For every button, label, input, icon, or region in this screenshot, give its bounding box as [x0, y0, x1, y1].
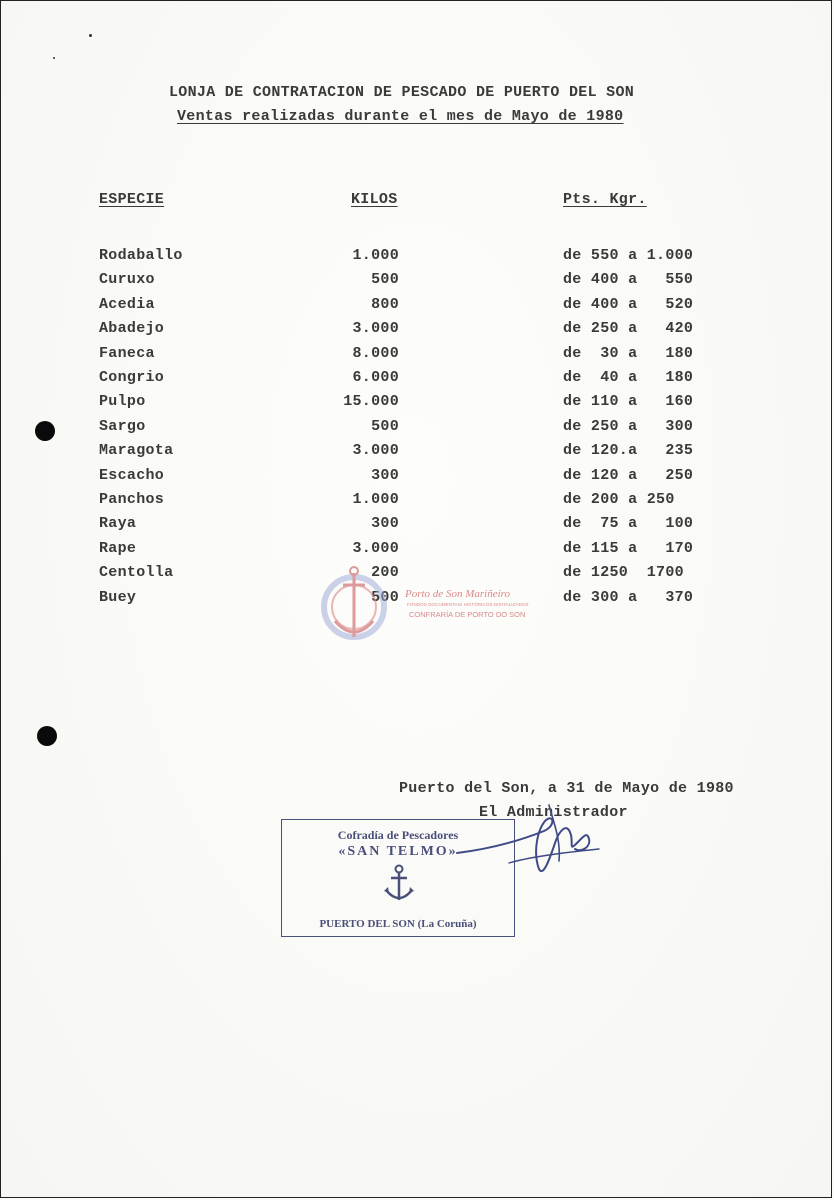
row-price-range: de 400 a 520	[563, 296, 694, 313]
administrator-signature	[449, 791, 609, 881]
row-kilos: 300	[371, 467, 399, 484]
watermark-script-text: Porto de Son Mariñeiro	[405, 588, 510, 600]
row-species: Curuxo	[99, 271, 155, 288]
header-kilos: KILOS	[351, 191, 398, 208]
row-species: Congrio	[99, 369, 165, 386]
row-price-range: de 250 a 300	[563, 418, 694, 435]
row-kilos: 200	[371, 564, 399, 581]
place-date: Puerto del Son, a 31 de Mayo de 1980	[399, 780, 734, 797]
row-kilos: 500	[371, 418, 399, 435]
row-species: Rodaballo	[99, 247, 183, 264]
punch-hole-upper	[35, 421, 55, 441]
row-kilos: 800	[371, 296, 399, 313]
row-price-range: de 110 a 160	[563, 393, 694, 410]
signatory: El Administrador	[479, 804, 628, 821]
row-species: Panchos	[99, 491, 165, 508]
stamp-line-3: PUERTO DEL SON (La Coruña)	[319, 918, 477, 930]
row-price-range: de 550 a 1.000	[563, 247, 694, 264]
row-price-range: de 400 a 550	[563, 271, 694, 288]
row-species: Pulpo	[99, 393, 146, 410]
header-species: ESPECIE	[99, 191, 165, 208]
row-species: Escacho	[99, 467, 165, 484]
row-kilos: 500	[371, 589, 399, 606]
row-species: Rape	[99, 540, 137, 557]
row-price-range: de 75 a 100	[563, 515, 694, 532]
row-species: Raya	[99, 515, 137, 532]
row-price-range: de 1250 1700	[563, 564, 684, 581]
row-species: Faneca	[99, 345, 155, 362]
row-kilos: 1.000	[352, 491, 399, 508]
row-kilos: 15.000	[343, 393, 399, 410]
row-price-range: de 40 a 180	[563, 369, 694, 386]
row-species: Maragota	[99, 442, 174, 459]
row-price-range: de 250 a 420	[563, 320, 694, 337]
row-kilos: 8.000	[352, 345, 399, 362]
watermark-small-text: FONDOS DOCUMENTAIS HISTÓRICOS DIXITALIZADOS	[407, 602, 529, 607]
row-species: Sargo	[99, 418, 146, 435]
row-species: Acedia	[99, 296, 155, 313]
document-title: LONJA DE CONTRATACION DE PESCADO DE PUERTO DEL SON	[169, 84, 635, 101]
row-kilos: 1.000	[352, 247, 399, 264]
document-subtitle: Ventas realizadas durante el mes de Mayo de 1980	[177, 108, 624, 125]
row-price-range: de 200 a 250	[563, 491, 675, 508]
row-price-range: de 30 a 180	[563, 345, 694, 362]
stamp-line-2: «SAN TELMO»	[338, 844, 458, 859]
speck	[53, 57, 55, 59]
anchor-icon	[383, 864, 415, 904]
row-price-range: de 300 a 370	[563, 589, 694, 606]
row-kilos: 300	[371, 515, 399, 532]
row-price-range: de 120.a 235	[563, 442, 694, 459]
row-kilos: 3.000	[352, 540, 399, 557]
punch-hole-lower	[37, 726, 57, 746]
stamp-line-1: Cofradía de Pescadores	[337, 828, 459, 842]
header-price: Pts. Kgr.	[563, 191, 647, 208]
row-kilos: 3.000	[352, 442, 399, 459]
speck	[89, 34, 92, 37]
row-kilos: 500	[371, 271, 399, 288]
row-species: Buey	[99, 589, 137, 606]
row-kilos: 6.000	[352, 369, 399, 386]
row-kilos: 3.000	[352, 320, 399, 337]
row-species: Abadejo	[99, 320, 165, 337]
row-species: Centolla	[99, 564, 174, 581]
watermark-org-text: CONFRARÍA DE PORTO DO SON	[409, 610, 526, 619]
row-price-range: de 115 a 170	[563, 540, 694, 557]
row-price-range: de 120 a 250	[563, 467, 694, 484]
